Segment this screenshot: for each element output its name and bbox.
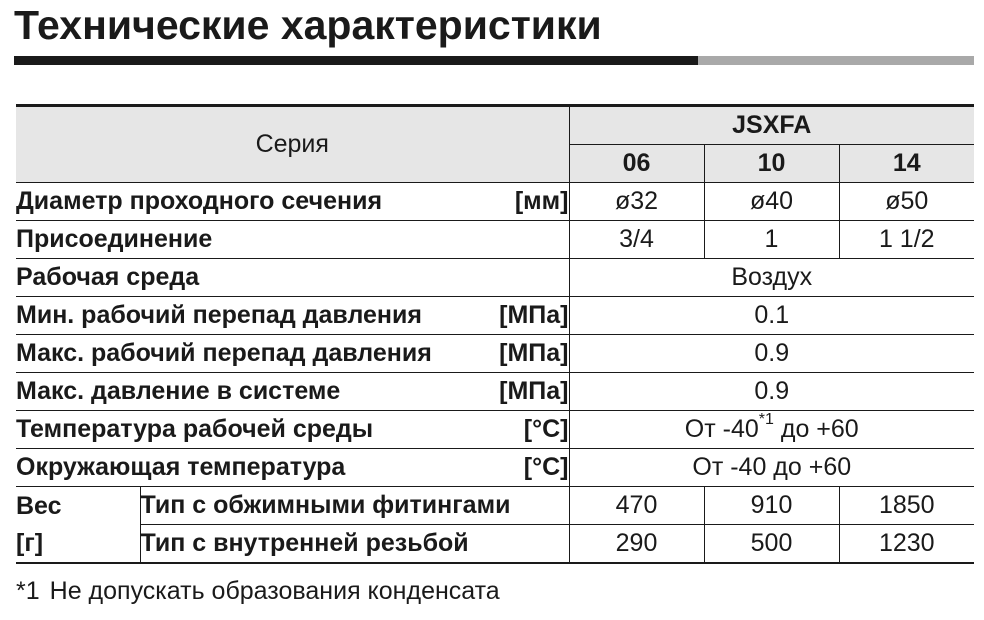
row-label: [16, 411, 569, 449]
row-label-text: Макс. давление в системе: [16, 377, 341, 405]
table-cell: 1230: [839, 525, 974, 564]
table-row: [16, 449, 974, 487]
row-label: [16, 449, 569, 487]
table-cell: [569, 411, 974, 449]
footnote: [16, 577, 500, 606]
table-cell: От -40 до +60: [569, 449, 974, 487]
row-label-text: Температура рабочей среды: [16, 415, 374, 443]
value-text: до +60: [773, 415, 859, 443]
row-unit: [°C]: [523, 453, 569, 481]
footnote-reference: *1: [758, 411, 774, 428]
table-cell: 1: [704, 221, 839, 259]
row-unit: [мм]: [514, 187, 569, 215]
row-unit: [МПа]: [499, 339, 569, 367]
table-cell: 3/4: [569, 221, 704, 259]
size-header: 14: [839, 145, 974, 183]
value-text: От -40: [684, 415, 759, 443]
page-title: Технические характеристики: [14, 2, 602, 48]
row-label: [16, 335, 569, 373]
title-underline-dark: [14, 56, 698, 65]
title-underline-light: [698, 56, 974, 65]
footnote-mark: *1: [16, 577, 40, 605]
table-cell: 0.9: [569, 373, 974, 411]
table-row: [16, 525, 974, 564]
table-cell: 470: [569, 487, 704, 525]
table-cell: 0.9: [569, 335, 974, 373]
row-unit: [°C]: [523, 415, 569, 443]
specifications-table: [16, 104, 974, 564]
row-unit: [МПа]: [499, 377, 569, 405]
row-label-text: Диаметр проходного сечения: [16, 187, 383, 215]
table-cell: 500: [704, 525, 839, 564]
table-row: [16, 183, 974, 221]
table-cell: 910: [704, 487, 839, 525]
row-label-text: Окружающая температура: [16, 453, 346, 481]
table-cell: ø32: [569, 183, 704, 221]
table-cell: 1850: [839, 487, 974, 525]
table-row: [16, 297, 974, 335]
table-cell: Воздух: [569, 259, 974, 297]
model-header: JSXFA: [569, 106, 974, 145]
row-unit: [МПа]: [499, 301, 569, 329]
weight-unit: [г]: [16, 528, 44, 557]
table-cell: 290: [569, 525, 704, 564]
weight-label-text: Вес: [16, 491, 62, 520]
table-cell: ø40: [704, 183, 839, 221]
table-cell: 1 1/2: [839, 221, 974, 259]
table-cell: 0.1: [569, 297, 974, 335]
table-row: [16, 373, 974, 411]
weight-type-label: Тип с обжимными фитингами: [140, 487, 569, 525]
title-underline: [14, 56, 974, 65]
size-header: 06: [569, 145, 704, 183]
table-row: [16, 411, 974, 449]
row-label: [16, 373, 569, 411]
size-header: 10: [704, 145, 839, 183]
weight-type-label: Тип с внутренней резьбой: [140, 525, 569, 564]
row-label-text: Присоединение: [16, 225, 213, 253]
row-label-text: Макс. рабочий перепад давления: [16, 339, 432, 367]
table-row: [16, 259, 974, 297]
footnote-text: Не допускать образования конденсата: [49, 577, 500, 605]
row-label: [16, 259, 569, 297]
row-label: [16, 183, 569, 221]
row-label: [16, 297, 569, 335]
row-label: [16, 221, 569, 259]
table-row: [16, 487, 974, 525]
weight-label: [16, 487, 140, 564]
table-row: [16, 221, 974, 259]
table-row: [16, 335, 974, 373]
series-header: Серия: [16, 106, 569, 183]
table-cell: ø50: [839, 183, 974, 221]
row-label-text: Рабочая среда: [16, 263, 200, 291]
row-label-text: Мин. рабочий перепад давления: [16, 301, 422, 329]
